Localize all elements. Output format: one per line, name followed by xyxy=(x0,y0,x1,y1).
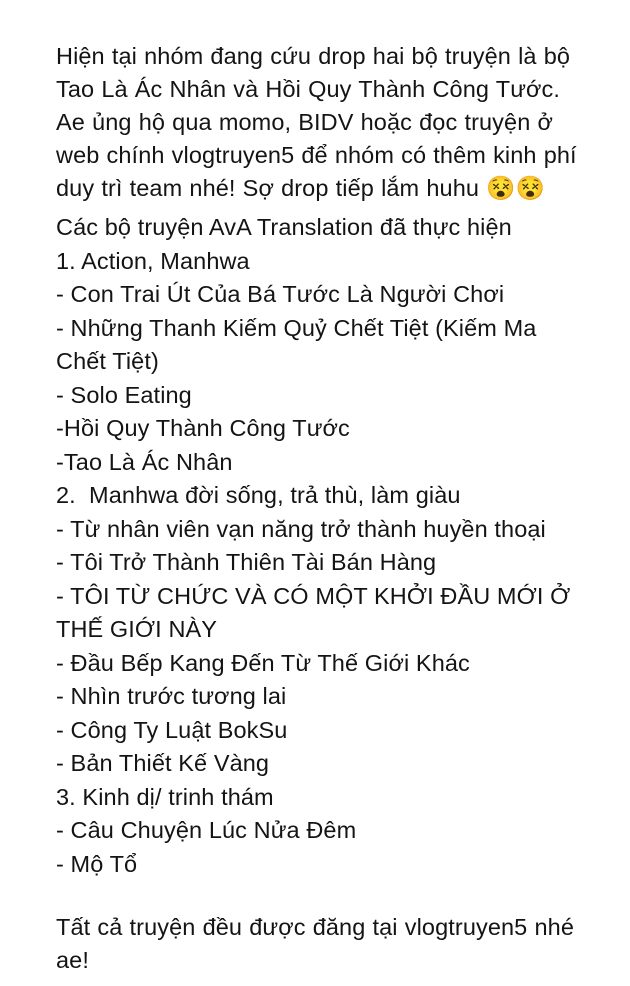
section-heading: 3. Kinh dị/ trinh thám xyxy=(56,783,274,810)
list-item: - Công Ty Luật BokSu xyxy=(56,716,288,743)
list-item: - Từ nhân viên vạn năng trở thành huyền thoại xyxy=(56,515,546,542)
intro-paragraph: Hiện tại nhóm đang cứu drop hai bộ truyện là bộ Tao Là Ác Nhân và Hồi Quy Thành Công Tước. Ae ủng hộ qua momo, BIDV hoặc đọc truyện ở web chính vlogtruyen5 để nhóm có thêm kinh phí duy trì team nhé! Sợ drop tiếp lắm huhu 😵😵 xyxy=(56,43,577,201)
list-item: - Những Thanh Kiếm Quỷ Chết Tiệt (Kiếm Ma Chết Tiệt) xyxy=(56,314,544,374)
subtitle-line: Các bộ truyện AvA Translation đã thực hiện xyxy=(56,214,512,240)
section-heading: 1. Action, Manhwa xyxy=(56,247,250,274)
list-item: - Solo Eating xyxy=(56,381,192,408)
list-item: - Tôi Trở Thành Thiên Tài Bán Hàng xyxy=(56,549,437,575)
list-item: - Con Trai Út Của Bá Tước Là Người Chơi xyxy=(56,281,505,307)
footer-paragraph: Tất cả truyện đều được đăng tại vlogtruyen5 nhé ae! xyxy=(56,914,574,973)
list-item: -Hồi Quy Thành Công Tước xyxy=(56,415,350,441)
section-kinh-di xyxy=(56,781,578,882)
list-item: - TÔI TỪ CHỨC VÀ CÓ MỘT KHỞI ĐẦU MỚI Ở THẾ GIỚI NÀY xyxy=(56,582,577,642)
list-item: -Tao Là Ác Nhân xyxy=(56,448,233,475)
list-item: - Nhìn trước tương lai xyxy=(56,683,287,709)
spacer xyxy=(56,881,578,911)
section-doi-song xyxy=(56,479,578,781)
section-action-manhwa xyxy=(56,245,578,480)
list-item: - Câu Chuyện Lúc Nửa Đêm xyxy=(56,817,357,843)
list-item: - Đầu Bếp Kang Đến Từ Thế Giới Khác xyxy=(56,649,470,676)
list-item: - Bản Thiết Kế Vàng xyxy=(56,750,270,776)
list-item: - Mộ Tổ xyxy=(56,850,138,877)
section-heading: 2. Manhwa đời sống, trả thù, làm giàu xyxy=(56,482,461,508)
